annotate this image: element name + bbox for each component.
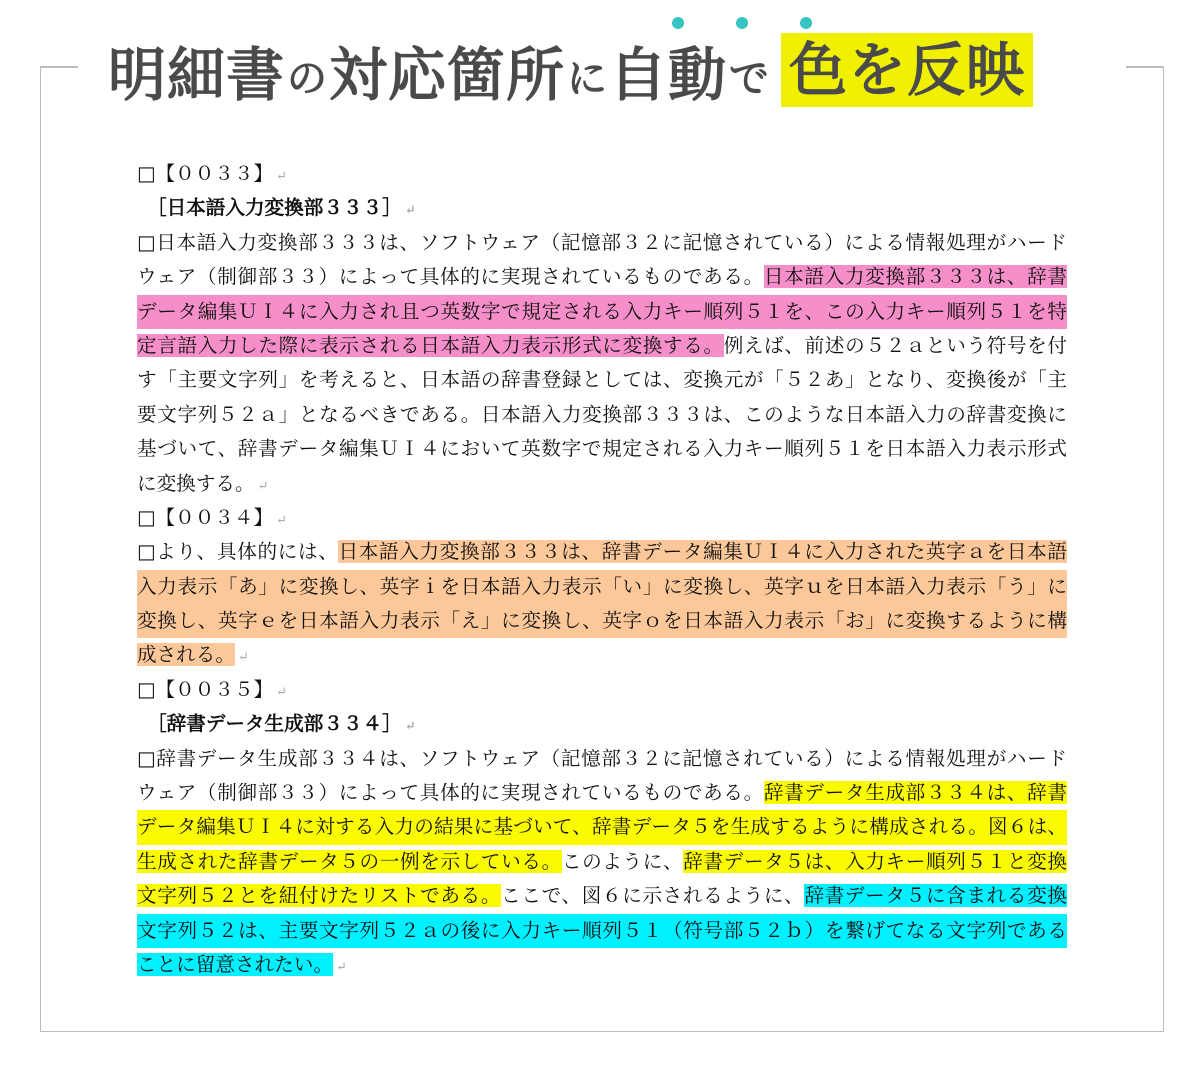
yellow-highlight: データ編集ＵＩ４に対する入力の結果に基づいて、辞書データ５を生成するように構成される。図６は、 [137, 815, 1067, 839]
section-heading [137, 707, 1067, 741]
text-line [137, 467, 1067, 501]
text-line [137, 845, 1067, 879]
title-part: 自動 [609, 41, 728, 109]
text-span: 要文字列５２ａ」となるべきである。日本語入力変換部３３３は、このような日本語入力の辞書変換に [137, 402, 1067, 426]
yellow-highlight: 辞書データ生成部３３４は、辞書 [763, 781, 1067, 805]
paragraph-number [137, 673, 1067, 707]
paragraph-number [137, 157, 1067, 191]
text-span: このように、 [561, 849, 684, 873]
text-line [137, 329, 1067, 363]
section-heading [137, 191, 1067, 225]
paragraph-mark-icon: ↵ [276, 512, 287, 528]
paragraph-number-text: □【００３４】 [137, 505, 274, 529]
orange-highlight: 入力表示「あ」に変換し、英字ｉを日本語入力表示「い」に変換し、英字ｕを日本語入力表示「う」に [137, 574, 1067, 598]
paragraph-mark-icon: ↵ [335, 959, 347, 975]
text-span: に変換する。 [137, 471, 255, 495]
text-span: □辞書データ生成部３３４は、ソフトウェア（記憶部３２に記憶されている）による情報処理がハード [137, 746, 1067, 770]
text-line [137, 776, 1067, 810]
title-part: 対応箇所 [329, 41, 566, 109]
text-line [137, 638, 1067, 672]
orange-highlight-line [137, 604, 1067, 638]
page-title [108, 28, 1033, 112]
paragraph-mark-icon: ↵ [257, 478, 269, 494]
text-line [137, 948, 1067, 982]
paragraph-mark-icon: ↵ [276, 169, 287, 184]
text-line [137, 535, 1067, 569]
text-line [137, 398, 1067, 432]
text-span: ウェア（制御部３３）によって具体的に実現されているものである。 [137, 781, 764, 805]
paragraph-number [137, 501, 1067, 535]
section-heading-text: ［辞書データ生成部３３４］ [147, 712, 402, 736]
paragraph-number-text: □【００３３】 [137, 162, 274, 185]
title-accent-highlight: 色を反映 [781, 33, 1033, 107]
orange-highlight: 成される。 [137, 643, 235, 667]
text-line [137, 742, 1067, 776]
cyan-highlight: ことに留意されたい。 [137, 952, 333, 976]
text-line [137, 879, 1067, 913]
text-line [137, 226, 1067, 260]
text-line [137, 363, 1067, 397]
pink-highlight: 定言語入力した際に表示される日本語入力表示形式に変換する。 [137, 333, 724, 357]
yellow-highlight: 文字列５２とを紐付けたリストである。 [137, 884, 502, 908]
frame-top-right-edge [1126, 66, 1164, 68]
text-span: 例えば、前述の５２ａという符号を付 [723, 333, 1068, 357]
paragraph-mark-icon: ↵ [237, 650, 249, 666]
cyan-highlight: 辞書データ５に含まれる変換 [804, 884, 1068, 908]
paragraph-mark-icon: ↵ [404, 719, 416, 735]
cyan-highlight: 文字列５２は、主要文字列５２ａの後に入力キー順列５１（符号部５２ｂ）を繋げてなる文字列である [137, 918, 1067, 942]
title-part: で [729, 55, 770, 102]
pink-highlight: データ編集ＵＩ４に入力され且つ英数字で規定される入力キー順列５１を、この入力キー順列５１を特 [137, 299, 1067, 323]
orange-highlight-line [137, 570, 1067, 604]
paragraph-mark-icon: ↵ [404, 203, 416, 219]
yellow-highlight: 辞書データ５は、入力キー順列５１と変換 [683, 849, 1068, 873]
cyan-highlight-line [137, 914, 1067, 948]
orange-highlight: 変換し、英字ｅを日本語入力表示「え」に変換し、英字ｏを日本語入力表示「お」に変換するように構 [137, 609, 1067, 633]
text-span: 基づいて、辞書データ編集ＵＩ４において英数字で規定される入力キー順列５１を日本語入力表示形式 [137, 437, 1067, 461]
text-span: ウェア（制御部３３）によって具体的に実現されているものである。 [137, 265, 764, 289]
yellow-highlight-line [137, 810, 1067, 844]
yellow-highlight: 生成された辞書データ５の一例を示している。 [137, 849, 562, 873]
text-line [137, 260, 1067, 294]
text-span: す「主要文字列」を考えると、日本語の辞書登録としては、変換元が「５２あ」となり、変換後が「主 [137, 368, 1067, 392]
paragraph-mark-icon: ↵ [276, 684, 287, 700]
text-span: □日本語入力変換部３３３は、ソフトウェア（記憶部３２に記憶されている）による情報処理がハード [137, 230, 1067, 254]
pink-highlight: 日本語入力変換部３３３は、辞書 [763, 265, 1067, 289]
title-part: の [287, 55, 328, 102]
text-span: □より、具体的には、 [137, 540, 339, 564]
text-span: ここで、図６に示されるように、 [501, 884, 805, 908]
text-line [137, 432, 1067, 466]
title-part: 明細書 [108, 41, 286, 109]
frame-top-left-edge [40, 66, 78, 68]
title-part: に [567, 55, 608, 102]
pink-highlight-line [137, 295, 1067, 329]
orange-highlight: 日本語入力変換部３３３は、辞書データ編集ＵＩ４に入力された英字ａを日本語 [338, 540, 1068, 564]
document-body [137, 157, 1067, 982]
section-heading-text: ［日本語入力変換部３３３］ [147, 196, 402, 220]
paragraph-number-text: □【００３５】 [137, 677, 274, 701]
